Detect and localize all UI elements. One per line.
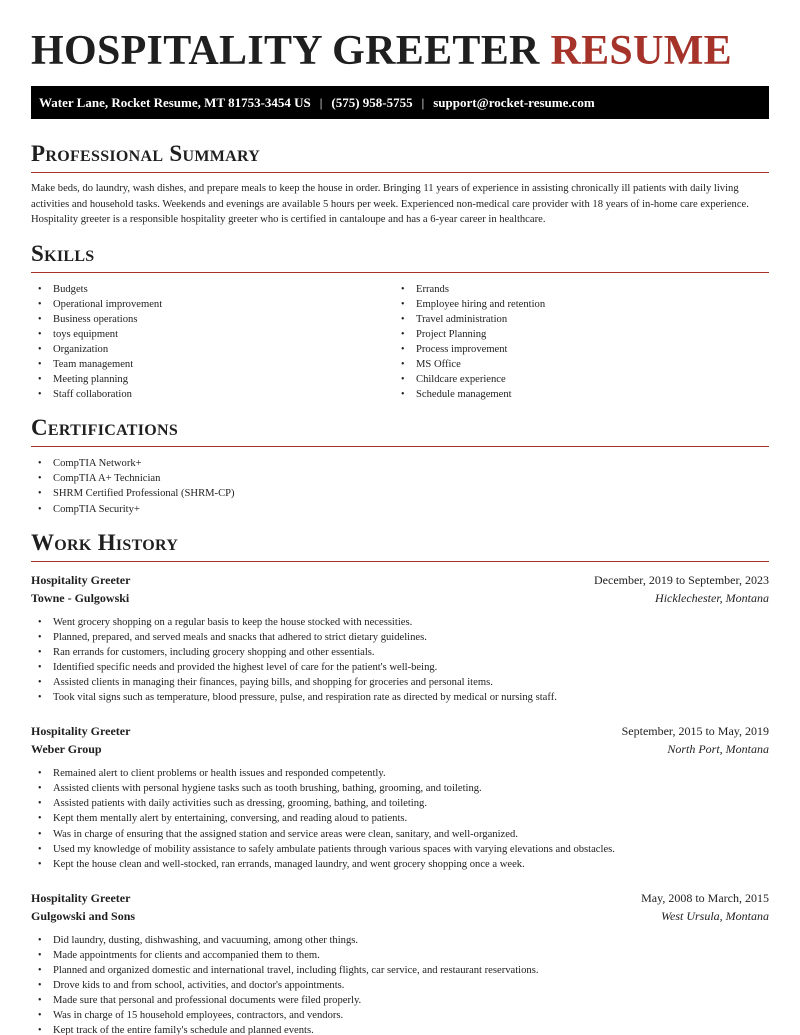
contact-email: support@rocket-resume.com xyxy=(433,94,595,110)
skill-item: • Travel administration xyxy=(394,312,757,327)
job-duty-item: • Made sure that personal and professional documents were filed properly. xyxy=(31,993,769,1008)
job-title: Hospitality Greeter xyxy=(31,572,131,587)
section-title-summary: Professional Summary xyxy=(31,141,261,166)
job-duty-item: • Used my knowledge of mobility assistance to safely ambulate patients through various spaces with varying elevations and obstacles. xyxy=(31,842,769,857)
job-dates: December, 2019 to September, 2023 xyxy=(594,572,769,587)
skills-right-list xyxy=(394,282,757,403)
job-duty-item: • Assisted patients with daily activities such as dressing, grooming, bathing, and toileting. xyxy=(31,796,769,811)
skill-item: • Staff collaboration xyxy=(31,387,394,402)
job-duty-item: • Was in charge of 15 household employees, contractors, and vendors. xyxy=(31,1008,769,1023)
job-duty-item: • Identified specific needs and provided the highest level of care for the patient's well-being. xyxy=(31,660,769,675)
skill-item: • toys equipment xyxy=(31,327,394,342)
job-duties-list xyxy=(31,615,769,706)
skill-item: • MS Office xyxy=(394,357,757,372)
contact-address: Water Lane, Rocket Resume, MT 81753-3454 US xyxy=(39,94,311,110)
job-title: Hospitality Greeter xyxy=(31,890,131,905)
section-divider xyxy=(31,272,769,273)
title-accent: RESUME xyxy=(550,28,732,74)
skill-item: • Business operations xyxy=(31,312,394,327)
certifications-section xyxy=(31,415,769,516)
job-duty-item: • Assisted clients in managing their finances, paying bills, and shopping for groceries and personal items. xyxy=(31,675,769,690)
skill-item: • Operational improvement xyxy=(31,297,394,312)
job-duty-item: • Planned, prepared, and served meals and snacks that adhered to strict dietary guidelines. xyxy=(31,630,769,645)
job-duty-item: • Took vital signs such as temperature, blood pressure, pulse, and respiration rate as directed by medical or nursing staff. xyxy=(31,690,769,705)
skill-item: • Project Planning xyxy=(394,327,757,342)
job-duties-list xyxy=(31,933,769,1035)
job-location: North Port, Montana xyxy=(667,742,769,757)
skills-left-list xyxy=(31,282,394,403)
job-dates: September, 2015 to May, 2019 xyxy=(621,724,769,739)
job-header-row xyxy=(31,889,769,907)
job-title: Hospitality Greeter xyxy=(31,724,131,739)
job-entry xyxy=(31,571,769,706)
job-header-row xyxy=(31,722,769,740)
job-location: West Ursula, Montana xyxy=(661,908,769,923)
job-location: Hicklechester, Montana xyxy=(655,590,769,605)
skills-columns xyxy=(31,282,769,403)
job-duty-item: • Planned and organized domestic and international travel, including flights, car service, and restaurant reservations. xyxy=(31,963,769,978)
section-divider xyxy=(31,446,769,447)
contact-bar xyxy=(31,86,769,119)
skill-item: • Childcare experience xyxy=(394,372,757,387)
jobs-container xyxy=(31,571,769,1035)
job-company: Gulgowski and Sons xyxy=(31,908,136,923)
resume-title xyxy=(31,0,769,74)
job-company-row xyxy=(31,907,769,925)
job-company: Weber Group xyxy=(31,742,102,757)
skill-item: • Team management xyxy=(31,357,394,372)
job-duty-item: • Did laundry, dusting, dishwashing, and vacuuming, among other things. xyxy=(31,933,769,948)
job-entry xyxy=(31,889,769,1035)
section-title-skills: Skills xyxy=(31,240,95,266)
skills-section xyxy=(31,241,769,403)
job-header-row xyxy=(31,571,769,589)
work-history-section xyxy=(31,530,769,1035)
section-title-work-history: Work History xyxy=(31,529,179,555)
job-company-row xyxy=(31,740,769,758)
certifications-list xyxy=(31,456,769,516)
contact-phone: (575) 958-5755 xyxy=(331,94,413,110)
job-duty-item: • Assisted clients with personal hygiene tasks such as tooth brushing, bathing, grooming, and toileting. xyxy=(31,781,769,796)
section-title-certifications: Certifications xyxy=(31,415,179,441)
certification-item: • CompTIA Network+ xyxy=(31,456,769,471)
job-duty-item: • Kept them mentally alert by entertaining, conversing, and reading aloud to patients. xyxy=(31,811,769,826)
contact-separator: | xyxy=(319,94,323,110)
section-divider xyxy=(31,172,769,173)
job-duties-list xyxy=(31,766,769,872)
job-duty-item: • Remained alert to client problems or health issues and responded competently. xyxy=(31,766,769,781)
certification-item: • SHRM Certified Professional (SHRM-CP) xyxy=(31,486,769,501)
summary-section xyxy=(31,141,769,228)
title-main: HOSPITALITY GREETER xyxy=(31,28,540,74)
contact-separator: | xyxy=(421,94,425,110)
skill-item: • Schedule management xyxy=(394,387,757,402)
job-dates: May, 2008 to March, 2015 xyxy=(641,890,769,905)
job-duty-item: • Went grocery shopping on a regular basis to keep the house stocked with necessities. xyxy=(31,615,769,630)
job-duty-item: • Kept track of the entire family's schedule and planned events. xyxy=(31,1023,769,1035)
section-divider xyxy=(31,561,769,562)
skill-item: • Budgets xyxy=(31,282,394,297)
skill-item: • Errands xyxy=(394,282,757,297)
certification-item: • CompTIA A+ Technician xyxy=(31,471,769,486)
job-duty-item: • Was in charge of ensuring that the assigned station and service areas were clean, sanitary, and well-organized. xyxy=(31,827,769,842)
job-duty-item: • Kept the house clean and well-stocked, ran errands, managed laundry, and went grocery shopping once a week. xyxy=(31,857,769,872)
skill-item: • Organization xyxy=(31,342,394,357)
job-duty-item: • Drove kids to and from school, activities, and doctor's appointments. xyxy=(31,978,769,993)
job-company-row xyxy=(31,589,769,607)
skill-item: • Process improvement xyxy=(394,342,757,357)
summary-text: Make beds, do laundry, wash dishes, and prepare meals to keep the house in order. Bringing 11 years of experience in assisting chronically ill patients with daily living activities and household tasks. Weekends and evenings are available 5 hours per week. Experienced non-medical care provider with 18 years of in-home care experience. Hospitality greeter is a responsible hospitality greeter who is certified in cantaloupe and has a 6-year career in healthcare. xyxy=(31,183,749,225)
job-duty-item: • Made appointments for clients and accompanied them to them. xyxy=(31,948,769,963)
job-company: Towne - Gulgowski xyxy=(31,590,130,605)
job-duty-item: • Ran errands for customers, including grocery shopping and other essentials. xyxy=(31,645,769,660)
skill-item: • Employee hiring and retention xyxy=(394,297,757,312)
skill-item: • Meeting planning xyxy=(31,372,394,387)
job-entry xyxy=(31,722,769,872)
certification-item: • CompTIA Security+ xyxy=(31,502,769,517)
